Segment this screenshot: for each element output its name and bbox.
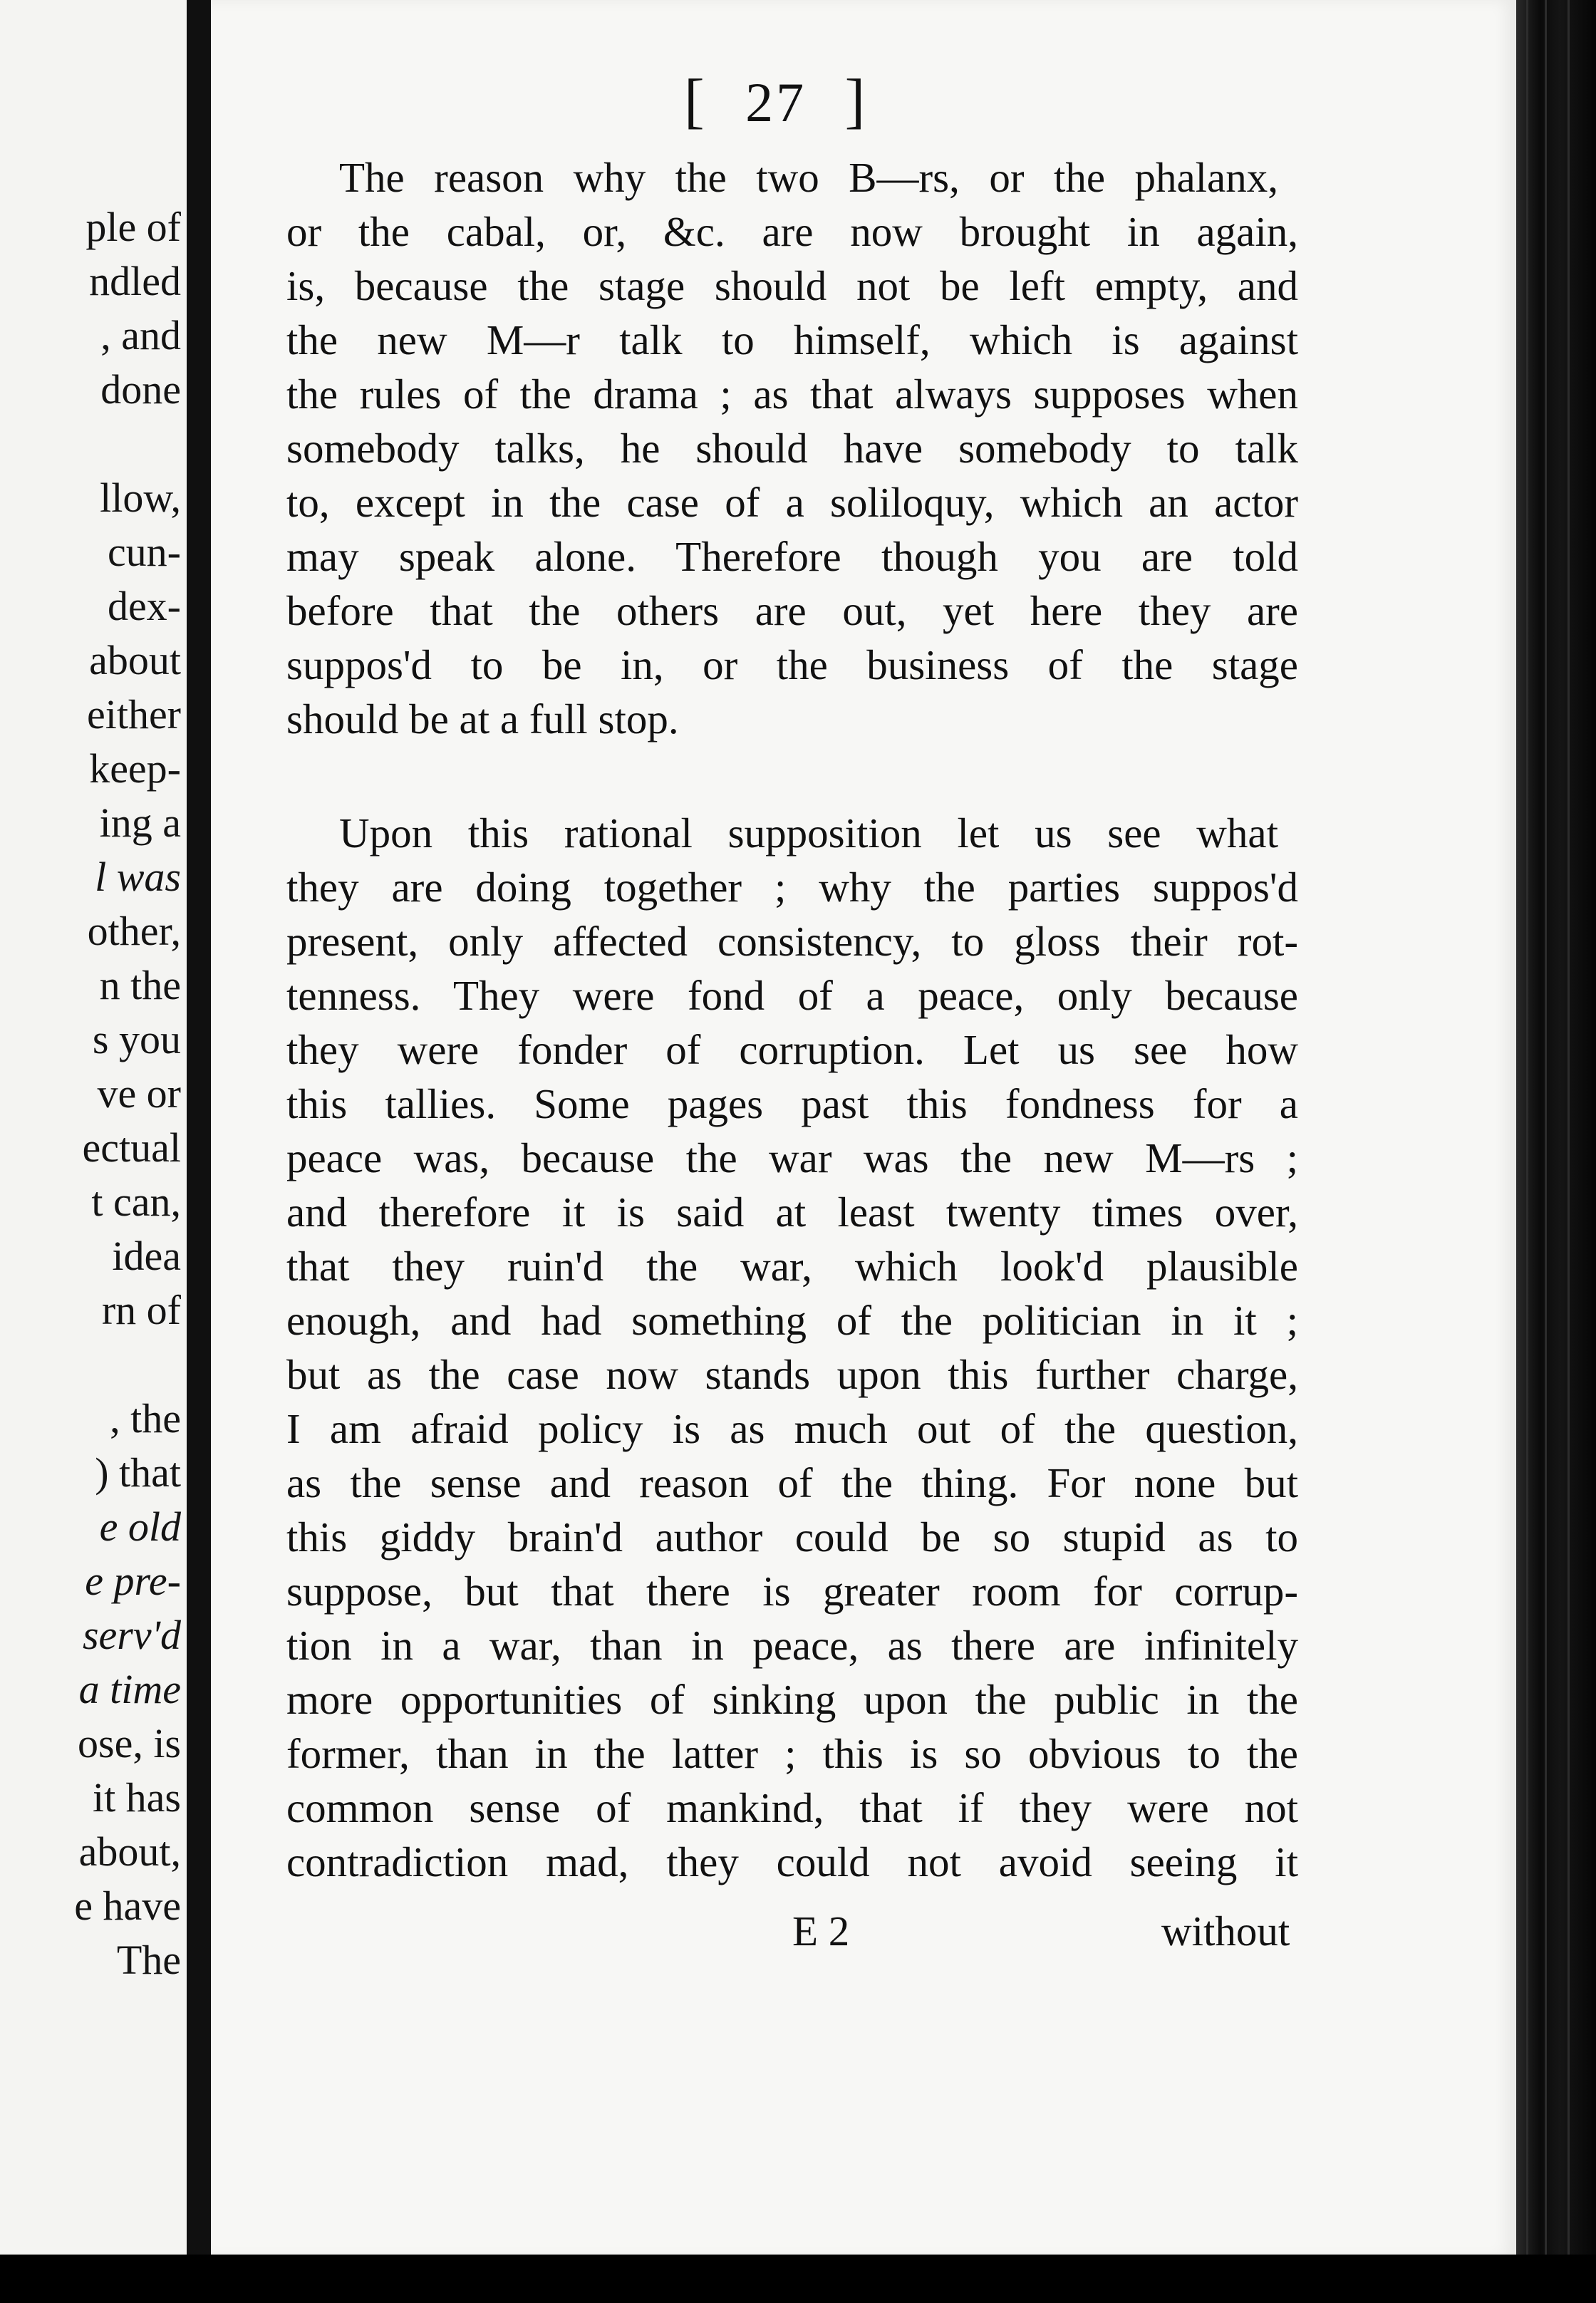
paragraph-2-line: tion in a war, than in peace, as there are infinitely <box>286 1622 1298 1669</box>
paragraph-2-line: common sense of mankind, that if they were not <box>286 1784 1298 1831</box>
left-page-line: dex- <box>107 583 181 629</box>
left-page-line: n the <box>99 962 181 1008</box>
paragraph-2-line: this giddy brain'd author could be so stupid as to <box>286 1513 1298 1561</box>
page-number-bracket-close: ] <box>844 66 869 135</box>
paragraph-1-line: or the cabal, or, &c. are now brought in again, <box>286 208 1298 255</box>
paragraph-2-line: suppose, but that there is greater room for corrup- <box>286 1568 1298 1615</box>
left-page-line: e pre- <box>85 1558 181 1604</box>
left-page-line: e have <box>74 1883 181 1929</box>
signature-mark: E 2 <box>792 1908 850 1955</box>
paragraph-1-line: before that the others are out, yet here they are <box>286 587 1298 634</box>
page-number-bracket-open: [ <box>684 66 708 135</box>
left-page-line: a time <box>78 1666 181 1712</box>
paragraph-2-line: former, than in the latter ; this is so obvious to the <box>286 1730 1298 1777</box>
left-page-line: ) that <box>95 1449 181 1496</box>
scan-border-bottom <box>0 2255 1596 2303</box>
left-page-line: llow, <box>100 475 181 521</box>
left-page-line: about, <box>78 1828 181 1875</box>
left-page-line: idea <box>112 1233 181 1279</box>
paragraph-2-line: enough, and had something of the politician in it ; <box>286 1297 1298 1344</box>
left-facing-page <box>0 0 187 2255</box>
left-page-line: either <box>86 691 181 738</box>
left-page-line: ve or <box>97 1070 181 1117</box>
left-page-line: it has <box>92 1774 181 1821</box>
paragraph-1-line: the rules of the drama ; as that always supposes when <box>286 371 1298 418</box>
paragraph-2-line: this tallies. Some pages past this fondness for a <box>286 1080 1298 1127</box>
paragraph-1-line: the new M—r talk to himself, which is against <box>286 316 1298 363</box>
left-page-line: serv'd <box>82 1612 181 1658</box>
left-page-line: ing a <box>99 799 181 846</box>
paragraph-1-line: The reason why the two B—rs, or the phalanx, <box>339 154 1278 201</box>
book-fore-edge <box>1516 0 1596 2303</box>
left-page-line: s you <box>92 1016 181 1062</box>
paragraph-2-line: Upon this rational supposition let us see what <box>339 809 1278 856</box>
left-page-line: e old <box>99 1504 181 1550</box>
left-page-line: done <box>100 366 181 413</box>
left-page-line: other, <box>87 908 181 954</box>
paragraph-1-line: to, except in the case of a soliloquy, which an actor <box>286 479 1298 526</box>
paragraph-2-line: contradiction mad, they could not avoid seeing it <box>286 1838 1298 1885</box>
paragraph-2-line: present, only affected consistency, to gloss their rot- <box>286 918 1298 965</box>
paragraph-2-line: as the sense and reason of the thing. For none but <box>286 1459 1298 1506</box>
left-page-line: ple of <box>86 204 181 250</box>
catchword: without <box>1161 1908 1290 1955</box>
paragraph-2-line: they are doing together ; why the parties suppos'd <box>286 864 1298 911</box>
left-page-line: ose, is <box>78 1720 181 1766</box>
left-page-line: ectual <box>82 1124 181 1171</box>
left-page-line: about <box>89 637 181 683</box>
paragraph-2-line: that they ruin'd the war, which look'd plausible <box>286 1243 1298 1290</box>
paragraph-1-line: may speak alone. Therefore though you are told <box>286 533 1298 580</box>
left-page-line: keep- <box>89 745 181 792</box>
paragraph-2-line: tenness. They were fond of a peace, only because <box>286 972 1298 1019</box>
paragraph-1-line: somebody talks, he should have somebody to talk <box>286 425 1298 472</box>
left-page-line: cun- <box>107 529 181 575</box>
paragraph-2-line: but as the case now stands upon this further charge, <box>286 1351 1298 1398</box>
paragraph-1-line: should be at a full stop. <box>286 695 679 742</box>
paragraph-1-line: suppos'd to be in, or the business of the stage <box>286 641 1298 688</box>
left-page-line: , and <box>100 312 181 358</box>
paragraph-2-line: more opportunities of sinking upon the public in the <box>286 1676 1298 1723</box>
book-gutter <box>187 0 211 2303</box>
paragraph-2-line: they were fonder of corruption. Let us see how <box>286 1026 1298 1073</box>
page-number-value: 27 <box>745 71 807 133</box>
left-page-line: , the <box>110 1395 181 1442</box>
paragraph-2-line: peace was, because the war was the new M—rs ; <box>286 1134 1298 1181</box>
paragraph-1-line: is, because the stage should not be left empty, and <box>286 262 1298 309</box>
left-page-line: rn of <box>101 1287 181 1333</box>
left-page-line: t can, <box>91 1179 181 1225</box>
page-number <box>684 68 868 135</box>
paragraph-2-line: I am afraid policy is as much out of the question, <box>286 1405 1298 1452</box>
left-page-line: The <box>116 1937 181 1983</box>
left-page-line: ndled <box>89 258 181 304</box>
left-page-line: l was <box>95 854 181 900</box>
paragraph-2-line: and therefore it is said at least twenty times over, <box>286 1189 1298 1236</box>
